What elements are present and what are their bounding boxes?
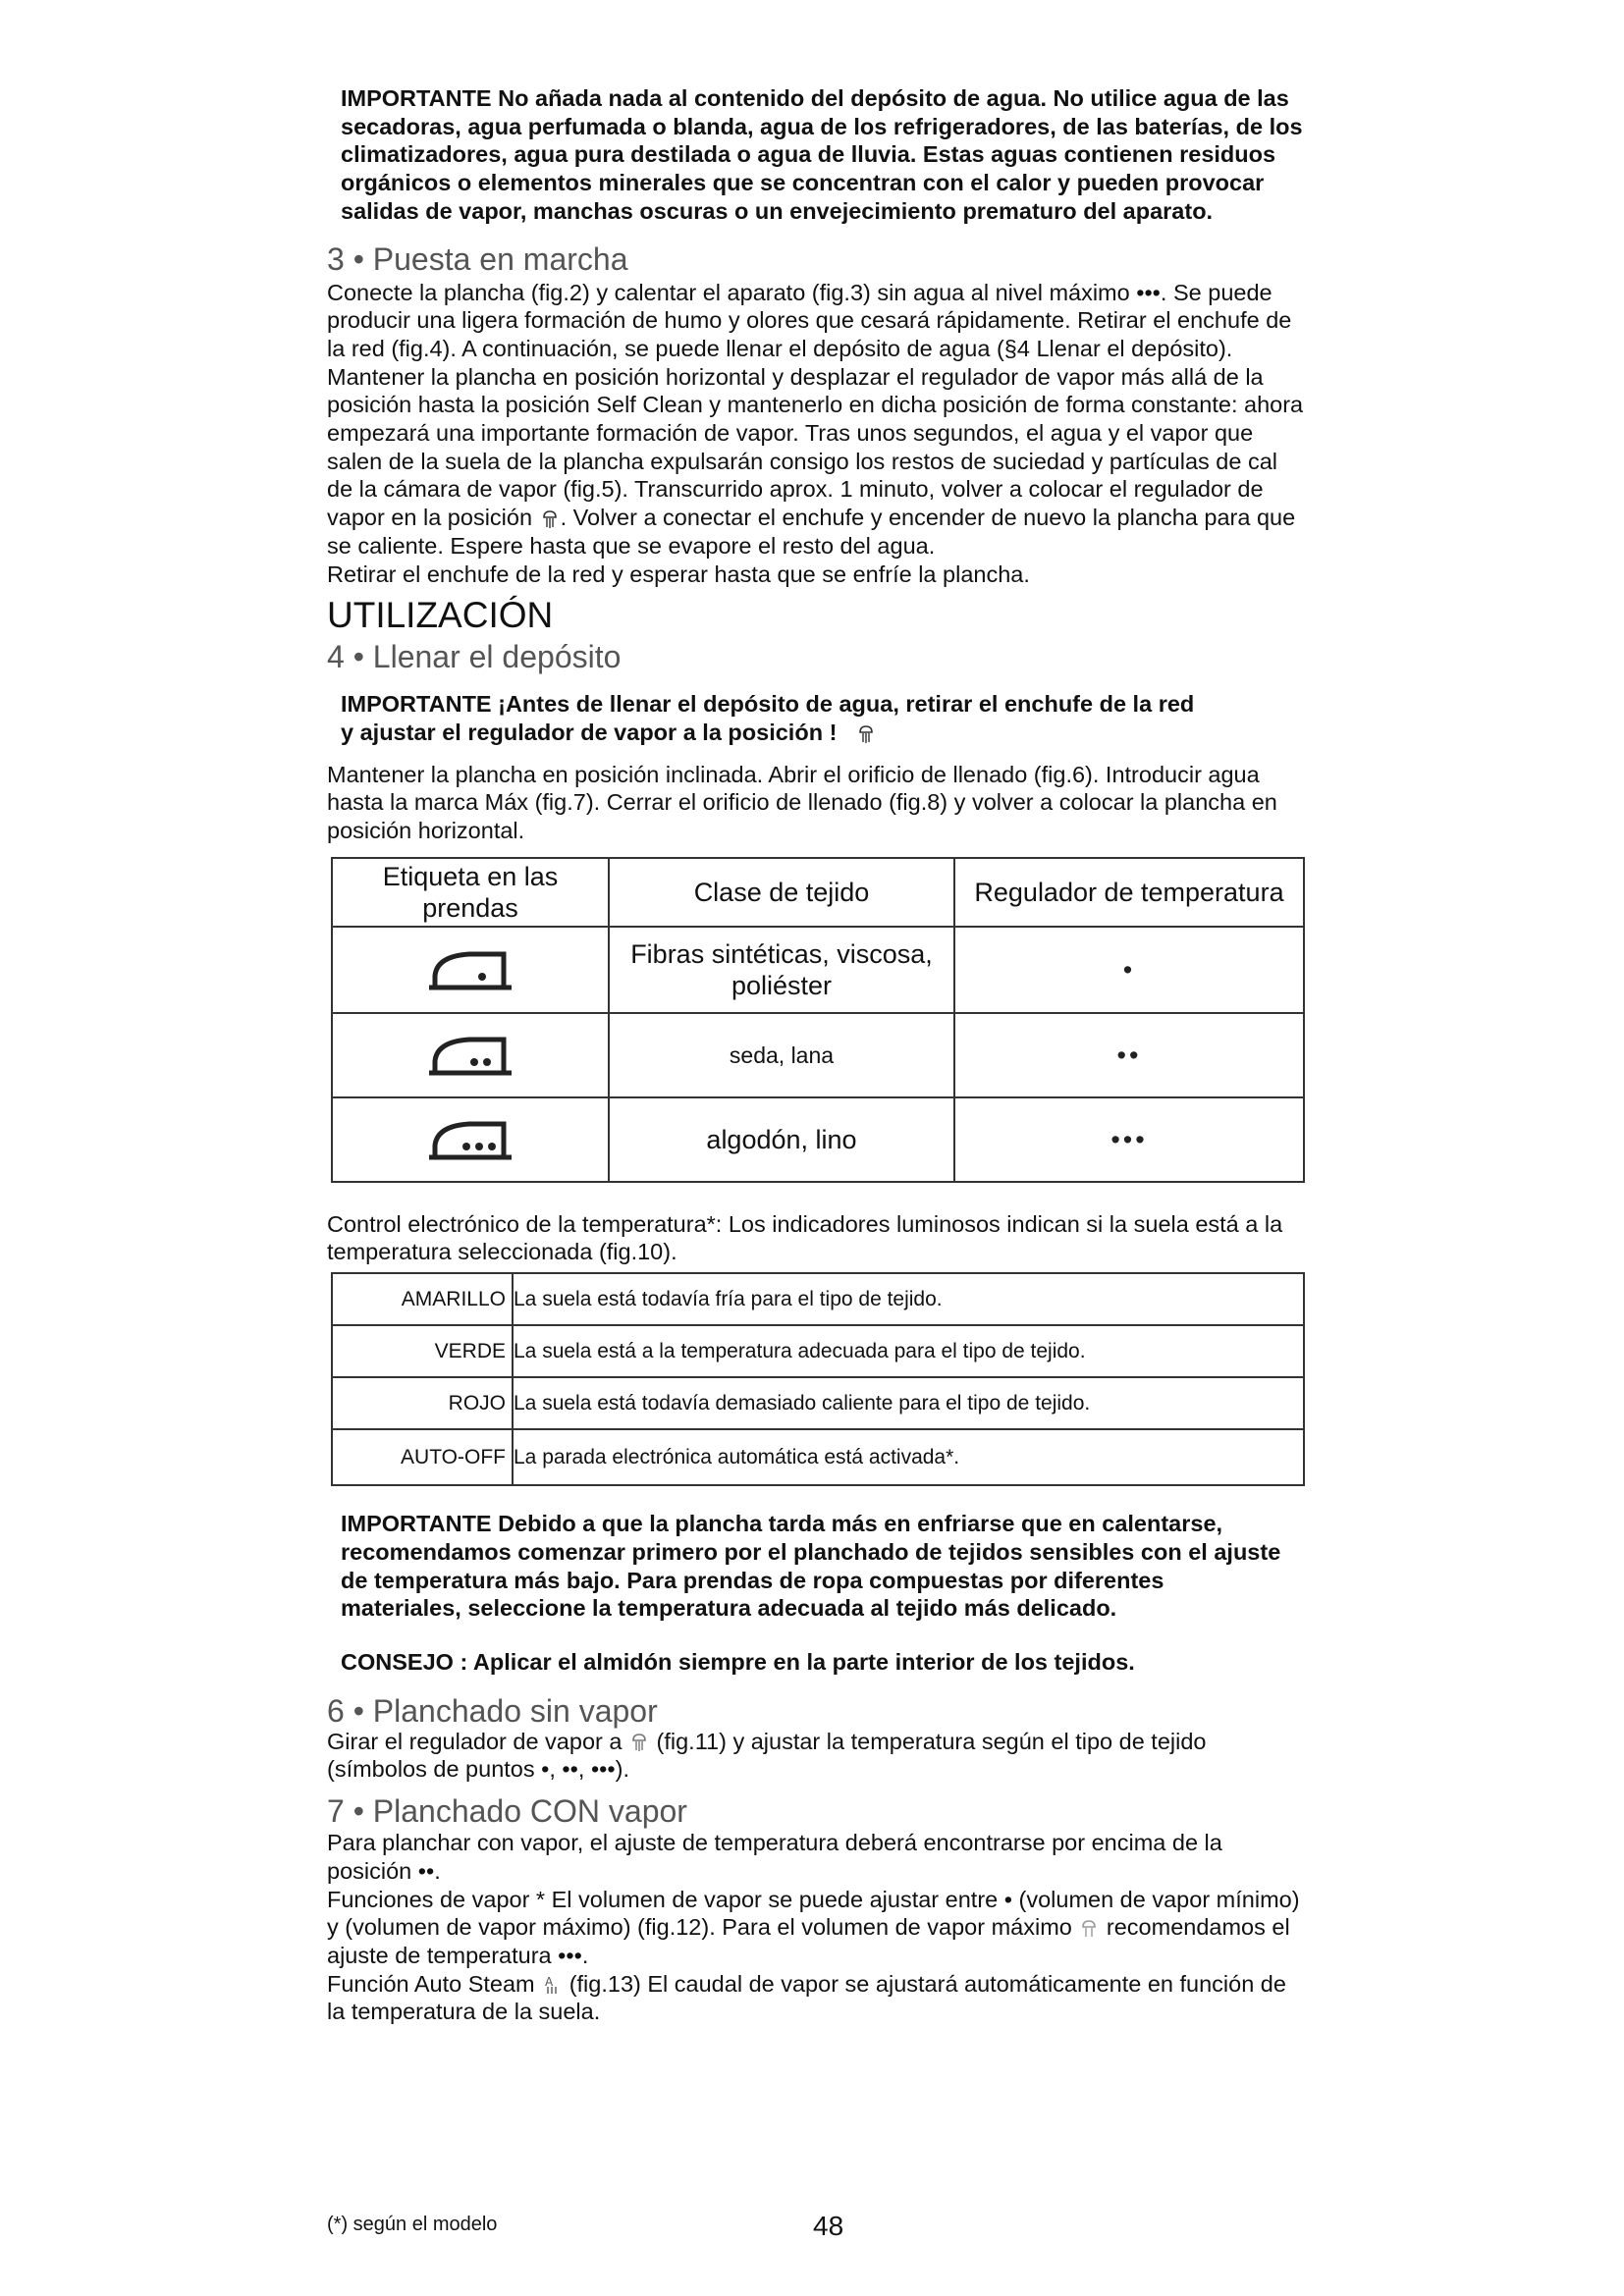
section6-p1b: (fig.11) y ajustar la temperatura según el tipo de tejido (símbolos de puntos •, ••, •••). [327,1728,1207,1783]
steam-max-icon [1078,1918,1100,1940]
header-fabric: Clase de tejido [609,858,954,927]
section4-important-text: IMPORTANTE ¡Antes de llenar el depósito de agua, retirar el enchufe de la red y ajustar el regulador de vapor a la posición ! [341,691,1195,745]
indicator-divider [512,1274,514,1484]
temperature-dots: • [954,927,1304,1013]
fabric-name: algodón, lino [609,1097,954,1182]
important-top: IMPORTANTE No añada nada al contenido del depósito de agua. No utilice agua de las secadoras, agua perfumada o blanda, agua de los refrigeradores, de las baterías, de los climatizadores, agua pura destilada o agua de lluvia. Estas aguas contienen residuos orgánicos o elementos minerales que se concentran con el calor y pueden provocar salidas de vapor, manchas oscuras o un envejecimiento prematuro del aparato. [341,85,1303,224]
section7-p3a: Función Auto Steam [327,1970,535,1997]
fabric-row [332,1097,1304,1182]
section7-heading: 7 • Planchado CON vapor [327,1793,687,1830]
indicator-desc: La suela está todavía demasiado caliente para el tipo de tejido. [514,1391,1091,1415]
indicator-row [333,1326,1303,1378]
consejo: CONSEJO : Aplicar el almidón siempre en la parte interior de los tejidos. [341,1648,1135,1675]
indicator-key: VERDE [434,1339,506,1362]
iron-one-dot-icon [332,927,609,1013]
footnote: (*) según el modelo [327,2214,498,2235]
fabric-name: Fibras sintéticas, viscosa, poliéster [609,927,954,1013]
section7-p2b: recomendamos el ajuste de temperatura •••. [327,1914,1290,1968]
indicator-row [333,1274,1303,1326]
fabric-name: seda, lana [609,1013,954,1097]
steam-off-icon [855,723,877,745]
fabric-table-header [332,858,1304,927]
section4-important [327,690,1205,746]
indicator-desc: La parada electrónica automática está activada*. [514,1445,960,1468]
indicator-key: AMARILLO [401,1287,506,1310]
header-label: Etiqueta en las prendas [332,858,609,927]
page-content [327,84,1309,2026]
section6-p1a: Girar el regulador de vapor a [327,1728,623,1754]
steam-off-icon [539,508,561,530]
temperature-dots: ••• [954,1097,1304,1182]
control-text: Control electrónico de la temperatura*: Los indicadores luminosos indican si la suela está a la temperatura seleccionada (fig.10). [327,1210,1283,1265]
indicator-desc: La suela está todavía fría para el tipo de tejido. [514,1287,943,1310]
section7-p2a: Funciones de vapor * El volumen de vapor se puede ajustar entre • (volumen de vapor mínimo) y (volumen de vapor máximo) (fig.12). Para el volumen de vapor máximo [327,1886,1300,1941]
section3-p2b: . Volver a conectar el enchufe y encender de nuevo la plancha para que se caliente. Espere hasta que se evapore el resto del agua. [327,505,1296,559]
section7-p1: Para planchar con vapor, el ajuste de temperatura deberá encontrarse por encima de la posición ••. [327,1830,1222,1884]
section4-heading: 4 • Llenar el depósito [327,639,622,675]
page-number: 48 [813,2211,844,2241]
indicator-desc: La suela está a la temperatura adecuada para el tipo de tejido. [514,1339,1086,1362]
indicator-row [333,1378,1303,1430]
section3-p2a: Mantener la plancha en posición horizontal y desplazar el regulador de vapor más allá de la posición hasta la posición Self Clean y mantenerlo en dicha posición de forma constante: ahora empezará una importante formación de vapor. Tras unos segundos, el agua y el vapor que salen de la suela de la plancha expulsarán consigo los restos de suciedad y partículas de cal de la cámara de vapor (fig.5). Transcurrido aprox. 1 minuto, volver a colocar el regulador de vapor en la posición [327,363,1304,531]
section6-heading: 6 • Planchado sin vapor [327,1692,658,1729]
section7-p3 [327,1970,1309,2026]
section3-p2 [327,363,1309,561]
utilizacion-heading: UTILIZACIÓN [327,595,554,636]
iron-two-dots-icon [332,1013,609,1097]
header-temperature: Regulador de temperatura [954,858,1304,927]
indicator-key: ROJO [448,1391,506,1415]
section3-heading: 3 • Puesta en marcha [327,240,628,277]
indicator-key: AUTO-OFF [401,1445,506,1468]
section6-p1 [327,1728,1309,1784]
section3-p1: Conecte la plancha (fig.2) y calentar el aparato (fig.3) sin agua al nivel máximo •••. Se puede producir una ligera formación de humo y olores que cesará rápidamente. Retirar el enchufe de la red (fig.4). A continuación, se puede llenar el depósito de agua (§4 Llenar el depósito). [327,279,1292,361]
fabric-row [332,927,1304,1013]
fabric-table [331,857,1305,1183]
svg-text:A: A [545,1975,554,1990]
section4-p1: Mantener la plancha en posición inclinada. Abrir el orificio de llenado (fig.6). Introducir agua hasta la marca Máx (fig.7). Cerrar el orificio de llenado (fig.8) y volver a colocar la plancha en posición horizontal. [327,761,1277,844]
auto-steam-icon [541,1974,563,1996]
important-mid: IMPORTANTE Debido a que la plancha tarda más en enfriarse que en calentarse, recomendamos comenzar primero por el planchado de tejidos sensibles con el ajuste de temperatura más bajo. Para prendas de ropa compuestas por diferentes materiales, seleccione la temperatura adecuada al tejido más delicado. [341,1511,1281,1622]
temperature-dots: •• [954,1013,1304,1097]
steam-off-icon [628,1732,650,1753]
section3-p3: Retirar el enchufe de la red y esperar hasta que se enfríe la plancha. [327,561,1030,587]
indicator-table [331,1272,1305,1486]
section7-p2 [327,1886,1309,1970]
fabric-row [332,1013,1304,1097]
iron-three-dots-icon [332,1097,609,1182]
section7-p3b: (fig.13) El caudal de vapor se ajustará automáticamente en función de la temperatura de la suela. [327,1970,1286,2025]
indicator-row [333,1430,1303,1484]
